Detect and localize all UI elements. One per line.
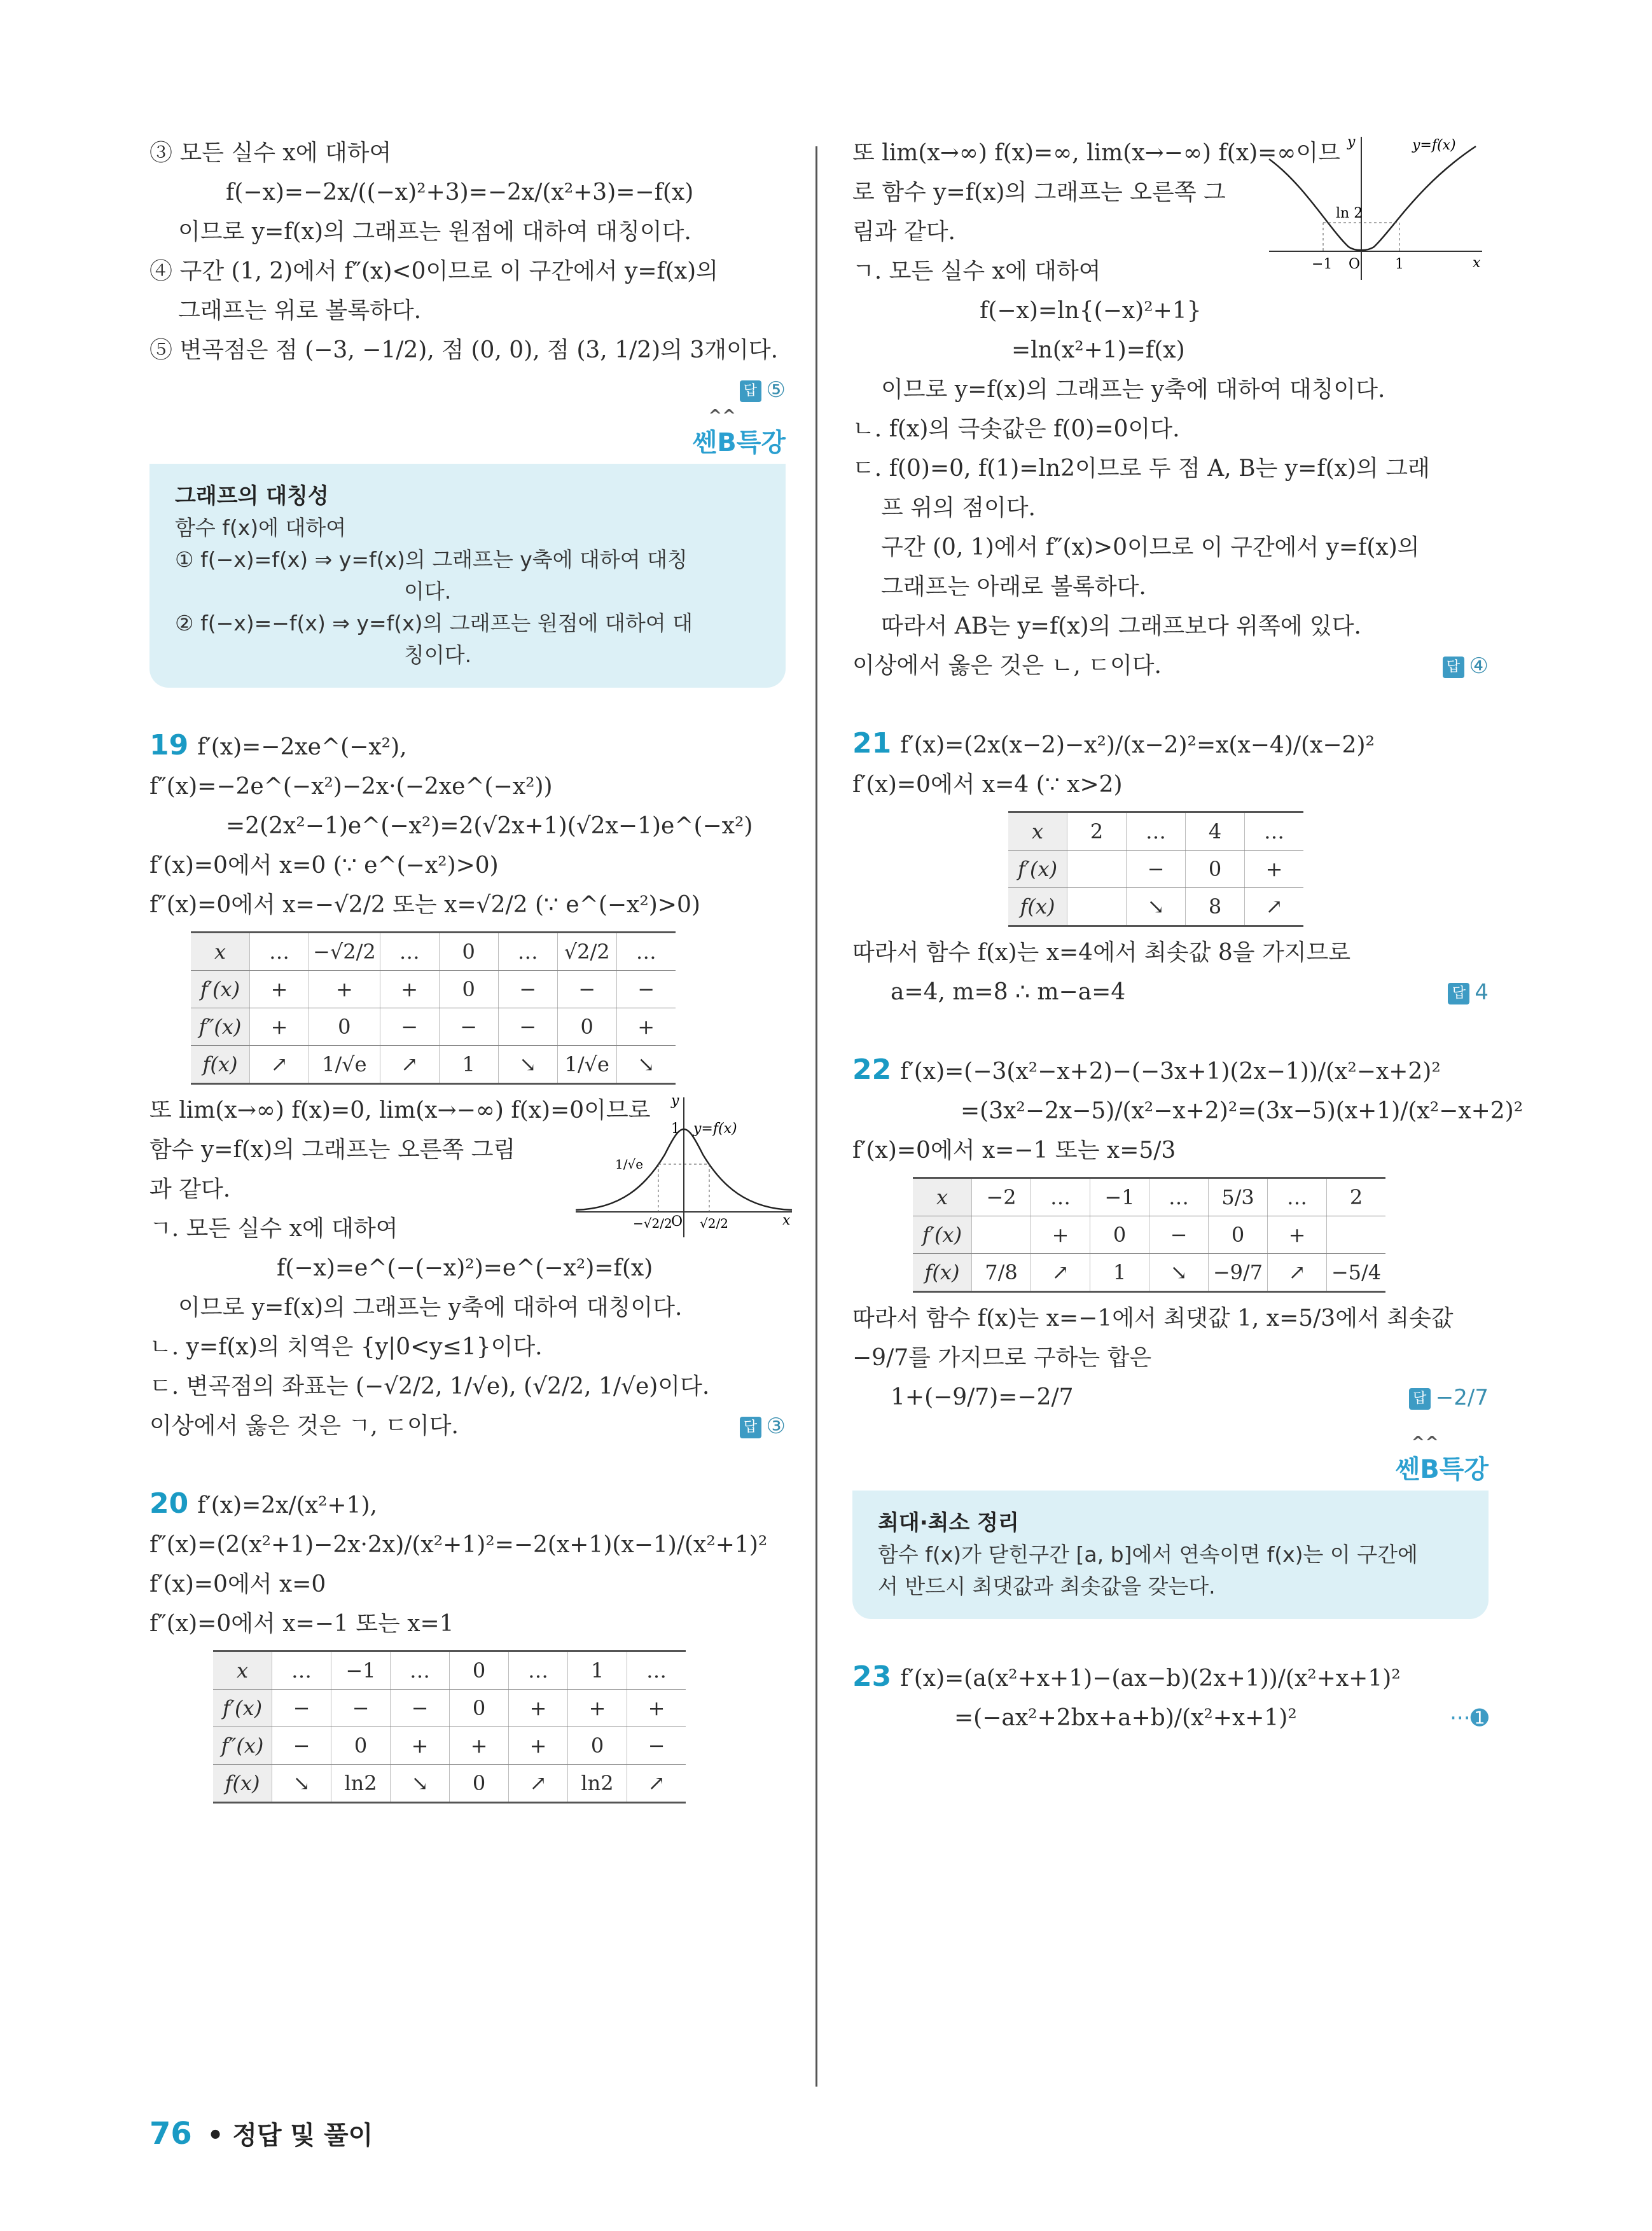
graph-label: −√2/2 [633,1216,672,1231]
tag-label: 쎈B특강 [692,428,786,457]
table-cell: − [1127,851,1186,888]
sseen-b-tag [852,1433,1489,1485]
table-cell: x [191,933,250,971]
formula-line: f′(x)=(2x(x−2)−x²)/(x−2)²=x(x−4)/(x−2)² [900,732,1375,758]
table-cell: + [627,1690,686,1727]
problem-number: 22 [852,1053,892,1086]
table-row [213,1765,686,1803]
table-cell: f(x) [913,1254,972,1292]
formula-line: f′(x)=0에서 x=0 [149,1571,326,1597]
table-cell: … [616,933,676,971]
table-row [913,1178,1385,1216]
table-cell: … [1245,812,1304,851]
table-cell: 0 [1090,1216,1149,1254]
text-line: ㄴ. y=f(x)의 치역은 {y|0<y≤1}이다. [149,1334,543,1360]
conclusion-text: 이상에서 옳은 것은 ㄴ, ㄷ이다. [852,653,1162,679]
text-line: 또 lim(x→∞) f(x)=0, lim(x→−∞) f(x)=0이므로 [149,1097,651,1123]
table-cell: ↗ [1245,888,1304,926]
problem-18-continued [149,134,786,410]
table-cell: f(x) [1008,888,1067,926]
formula-line: f″(x)=(2(x²+1)−2x·2x)/(x²+1)²=−2(x+1)(x−1)/(x²+1)² [149,1532,768,1558]
table-cell: f″(x) [191,1008,250,1046]
formula-line: f′(x)=0에서 x=0 (∵ e^(−x²)>0) [149,852,499,879]
table-cell: + [568,1690,627,1727]
text-line: 함수 y=f(x)의 그래프는 오른쪽 그림 [149,1137,516,1163]
problem-20-continued [852,134,1489,686]
table-cell: − [498,971,557,1008]
table-cell: x [1008,812,1067,851]
graph-label: y=f(x) [693,1121,737,1137]
table-row [1008,851,1303,888]
table-cell: ↗ [509,1765,568,1803]
table-cell: f(x) [191,1046,250,1084]
table-cell: f′(x) [191,971,250,1008]
table-cell: ↘ [391,1765,450,1803]
table-row [1008,888,1303,926]
tip-line: ① f(−x)=f(x) ⇒ y=f(x)의 그래프는 y축에 대하여 대칭 [175,547,688,572]
table-cell: 8 [1186,888,1245,926]
table-cell: ↗ [250,1046,309,1084]
text-line [852,973,1489,1012]
text-line: 프 위의 점이다. [881,495,1036,521]
answer-mark [1448,973,1489,1012]
conclusion-text: 이상에서 옳은 것은 ㄱ, ㄷ이다. [149,1413,459,1439]
log-curve-graph [1266,134,1489,286]
tag-label: 쎈B특강 [1395,1455,1489,1484]
table-cell: − [380,1008,439,1046]
table-cell: … [250,933,309,971]
graph-label: y=f(x) [1412,137,1456,153]
table-cell: 0 [309,1008,380,1046]
table-cell: 2 [1327,1178,1386,1216]
table-cell: ↘ [1149,1254,1209,1292]
answer-mark [740,1407,786,1446]
text-line [149,1407,786,1446]
formula-line: =(3x²−2x−5)/(x²−x+2)²=(3x−5)(x+1)/(x²−x+2)² [961,1098,1524,1124]
table-cell: −1 [331,1651,391,1690]
text-line: 그래프는 아래로 볼록하다. [881,574,1146,600]
text-line [852,646,1489,686]
formula-line: =(−ax²+2bx+a+b)/(x²+x+1)² [954,1705,1297,1731]
formula-line: f″(x)=−2e^(−x²)−2x·(−2xe^(−x²)) [149,774,553,800]
text-line: ㄱ. 모든 실수 x에 대하여 [852,258,1101,284]
text-line: 따라서 AB는 y=f(x)의 그래프보다 위쪽에 있다. [881,613,1361,639]
answer-icon: 답 [1443,657,1464,678]
table-row [913,1216,1385,1254]
answer-icon: 답 [740,1417,761,1438]
problem-number: 20 [149,1487,189,1520]
table-cell: 1 [439,1046,498,1084]
right-column [852,134,1524,1738]
answer-value: ④ [1469,653,1489,679]
answer-value: −2/7 [1435,1385,1489,1410]
table-cell: ↘ [272,1765,331,1803]
table-cell: ↗ [380,1046,439,1084]
formula-line: f′(x)=(a(x²+x+1)−(ax−b)(2x+1))/(x²+x+1)² [900,1665,1401,1692]
graph-label: x [1473,255,1481,271]
graph-label: 1 [1395,256,1404,272]
table-cell: ↗ [1031,1254,1090,1292]
text-line: ③ 모든 실수 x에 대하여 [149,140,392,166]
problem-20 [149,1484,786,1804]
graph-label: O [1349,256,1361,272]
table-cell: − [439,1008,498,1046]
left-column [149,134,791,1810]
text-line: 따라서 함수 f(x)는 x=−1에서 최댓값 1, x=5/3에서 최솟값 [852,1305,1454,1331]
table-cell: 0 [557,1008,616,1046]
answer-icon: 답 [740,380,761,402]
answer-row [149,370,786,410]
graph-label: √2/2 [700,1216,728,1231]
tip-title: 그래프의 대칭성 [175,483,329,509]
table-row [191,1046,676,1084]
text-line: ㄱ. 모든 실수 x에 대하여 [149,1216,398,1242]
problem-19 [149,726,791,1446]
text-line: ④ 구간 (1, 2)에서 f″(x)<0이므로 이 구간에서 y=f(x)의 [149,258,718,284]
table-row [213,1690,686,1727]
table-cell: … [509,1651,568,1690]
formula-line: f(−x)=ln{(−x)²+1} [980,298,1202,324]
answer-icon: 답 [1409,1388,1431,1410]
table-cell: 4 [1186,812,1245,851]
column-divider [816,146,817,2087]
page-number: 76 [149,2116,192,2151]
text-line: 이므로 y=f(x)의 그래프는 y축에 대하여 대칭이다. [881,377,1385,403]
graph-block-19 [149,1091,791,1446]
text-line: 로 함수 y=f(x)의 그래프는 오른쪽 그 [852,179,1226,205]
graph-label: 1/√e [615,1157,644,1172]
table-cell: … [272,1651,331,1690]
table-cell [972,1216,1031,1254]
text-line [852,1378,1489,1417]
tip-line: 함수 f(x)에 대하여 [175,515,347,540]
answer-icon: 답 [1448,983,1469,1004]
text-line: 그래프는 위로 볼록하다. [178,298,422,324]
answer-value: ⑤ [766,377,786,403]
tip-line: 이다. [404,579,452,604]
table-cell: ↗ [1268,1254,1327,1292]
table-cell: … [380,933,439,971]
table-cell: 5/3 [1209,1178,1268,1216]
footer-label: • 정답 및 풀이 [207,2121,373,2150]
page-footer [149,2115,373,2151]
table-cell: − [331,1690,391,1727]
answer-value: 4 [1475,980,1489,1005]
table-cell: − [616,971,676,1008]
table-cell: 1/√e [309,1046,380,1084]
variation-table-19 [191,931,676,1085]
table-cell: + [1268,1216,1327,1254]
text-line: 이므로 y=f(x)의 그래프는 y축에 대하여 대칭이다. [178,1295,683,1321]
table-cell: − [1149,1216,1209,1254]
graph-label: y [671,1093,679,1109]
sseen-b-tag [149,407,786,459]
table-row [191,971,676,1008]
graph-label: −1 [1312,256,1333,272]
table-cell: … [1031,1178,1090,1216]
table-cell: 0 [439,933,498,971]
graph-label: y [1347,134,1356,150]
table-cell: 0 [450,1651,509,1690]
table-cell: + [450,1727,509,1765]
formula-line: f′(x)=0에서 x=−1 또는 x=5/3 [852,1137,1176,1164]
table-cell [1067,888,1127,926]
problem-21 [852,724,1489,1012]
log-curve [1269,146,1476,250]
graph-label: ln 2 [1336,205,1363,221]
variation-table-20 [213,1650,686,1804]
tip-box-symmetry [149,464,786,688]
text-line: −9/7를 가지므로 구하는 합은 [852,1345,1152,1371]
table-cell: √2/2 [557,933,616,971]
text-line: 림과 같다. [852,219,955,245]
table-row [191,1008,676,1046]
table-cell: −9/7 [1209,1254,1268,1292]
text-line: ㄷ. f(0)=0, f(1)=ln2이므로 두 점 A, B는 y=f(x)의 그래 [852,455,1430,482]
table-cell: ↘ [616,1046,676,1084]
table-cell: + [509,1727,568,1765]
text-line: ㄷ. 변곡점의 좌표는 (−√2/2, 1/√e), (√2/2, 1/√e)이다. [149,1373,710,1400]
table-cell [1067,851,1127,888]
table-cell: −5/4 [1327,1254,1386,1292]
table-row [913,1254,1385,1292]
table-cell: + [616,1008,676,1046]
table-cell [1327,1216,1386,1254]
table-cell: −1 [1090,1178,1149,1216]
problem-number: 19 [149,729,189,761]
table-cell: 0 [450,1690,509,1727]
formula-line: f(−x)=e^(−(−x)²)=e^(−x²)=f(x) [277,1255,653,1281]
answer-mark [740,370,786,410]
table-cell: f′(x) [913,1216,972,1254]
table-cell: + [309,971,380,1008]
table-cell: x [913,1178,972,1216]
bell-curve-graph [569,1091,798,1244]
table-cell: … [1149,1178,1209,1216]
formula-line: f′(x)=2x/(x²+1), [197,1492,377,1519]
tip-line: ② f(−x)=−f(x) ⇒ y=f(x)의 그래프는 원점에 대하여 대 [175,611,693,636]
table-cell: 0 [1209,1216,1268,1254]
continuation-marker: ···➊ [1450,1706,1489,1731]
table-cell: 0 [439,971,498,1008]
table-cell: + [1245,851,1304,888]
problem-number: 23 [852,1660,892,1693]
formula-row [852,1699,1489,1738]
table-cell: −√2/2 [309,933,380,971]
table-row [191,933,676,971]
table-cell: 0 [331,1727,391,1765]
table-cell: + [509,1690,568,1727]
formula-line: =2(2x²−1)e^(−x²)=2(√2x+1)(√2x−1)e^(−x²) [226,813,753,839]
tip-line: 서 반드시 최댓값과 최솟값을 갖는다. [878,1574,1216,1599]
table-cell: − [272,1690,331,1727]
text-line: 또 lim(x→∞) f(x)=∞, lim(x→−∞) f(x)=∞이므 [852,140,1340,166]
table-row [213,1727,686,1765]
formula-line: =ln(x²+1)=f(x) [1011,337,1185,363]
text-line: 따라서 함수 f(x)는 x=4에서 최솟값 8을 가지므로 [852,940,1351,966]
formula-line: f(−x)=−2x/((−x)²+3)=−2x/(x²+3)=−f(x) [226,179,694,205]
formula-line: f′(x)=−2xe^(−x²), [197,734,407,760]
table-cell: f(x) [213,1765,272,1803]
answer-value: ③ [766,1414,786,1439]
table-cell: − [272,1727,331,1765]
table-cell: 2 [1067,812,1127,851]
answer-mark [1409,1378,1489,1417]
table-cell: f′(x) [1008,851,1067,888]
problem-22 [852,1050,1524,1417]
answer-mark [1443,646,1489,686]
conclusion-text: 1+(−9/7)=−2/7 [891,1384,1074,1410]
table-cell: … [391,1651,450,1690]
formula-line: f′(x)=(−3(x²−x+2)−(−3x+1)(2x−1))/(x²−x+2)² [900,1059,1441,1085]
graph-label: x [782,1213,791,1228]
graph-label: O [671,1214,683,1230]
table-cell: f″(x) [213,1727,272,1765]
formula-line: f″(x)=0에서 x=−√2/2 또는 x=√2/2 (∵ e^(−x²)>0) [149,892,700,918]
text-line: 과 같다. [149,1176,231,1202]
variation-table-21 [1008,811,1303,927]
problem-23 [852,1657,1489,1738]
table-cell: + [1031,1216,1090,1254]
table-cell: 1 [568,1651,627,1690]
text-line: 이므로 y=f(x)의 그래프는 원점에 대하여 대칭이다. [178,219,691,245]
formula-line: f′(x)=0에서 x=4 (∵ x>2) [852,772,1123,798]
table-cell: … [498,933,557,971]
problem-number: 21 [852,727,892,760]
variation-table-22 [913,1177,1385,1293]
tip-box-extreme-value [852,1491,1489,1619]
table-cell: ↘ [1127,888,1186,926]
text-line: ㄴ. f(x)의 극솟값은 f(0)=0이다. [852,416,1180,442]
table-cell: 1/√e [557,1046,616,1084]
conclusion-text: a=4, m=8 ∴ m−a=4 [891,979,1126,1005]
table-cell: − [627,1727,686,1765]
table-row [1008,812,1303,851]
table-cell: − [557,971,616,1008]
table-cell: ↗ [627,1765,686,1803]
table-cell: + [380,971,439,1008]
table-row [213,1651,686,1690]
tip-line: 함수 f(x)가 닫힌구간 [a, b]에서 연속이면 f(x)는 이 구간에 [878,1542,1418,1567]
table-cell: ↘ [498,1046,557,1084]
tip-title: 최대·최소 정리 [878,1510,1019,1536]
table-cell: − [391,1690,450,1727]
tag-caption: ^^ [708,407,736,426]
table-cell: 0 [568,1727,627,1765]
text-line: 구간 (0, 1)에서 f″(x)>0이므로 이 구간에서 y=f(x)의 [881,534,1420,560]
table-cell: + [250,1008,309,1046]
table-cell: x [213,1651,272,1690]
table-cell: − [498,1008,557,1046]
table-cell: 1 [1090,1254,1149,1292]
table-cell: ln2 [331,1765,391,1803]
table-cell: … [1268,1178,1327,1216]
tag-caption: ^^ [1411,1433,1439,1452]
table-cell: 7/8 [972,1254,1031,1292]
formula-line: f″(x)=0에서 x=−1 또는 x=1 [149,1611,454,1637]
table-cell: ln2 [568,1765,627,1803]
table-cell: 0 [450,1765,509,1803]
table-cell: + [391,1727,450,1765]
table-cell: −2 [972,1178,1031,1216]
table-cell: … [1127,812,1186,851]
table-cell: 0 [1186,851,1245,888]
text-line: ⑤ 변곡점은 점 (−3, −1/2), 점 (0, 0), 점 (3, 1/2)의 3개이다. [149,337,779,363]
graph-label: 1 [671,1121,680,1137]
table-cell: … [627,1651,686,1690]
table-cell: f′(x) [213,1690,272,1727]
tip-line: 칭이다. [404,643,472,667]
table-cell: + [250,971,309,1008]
